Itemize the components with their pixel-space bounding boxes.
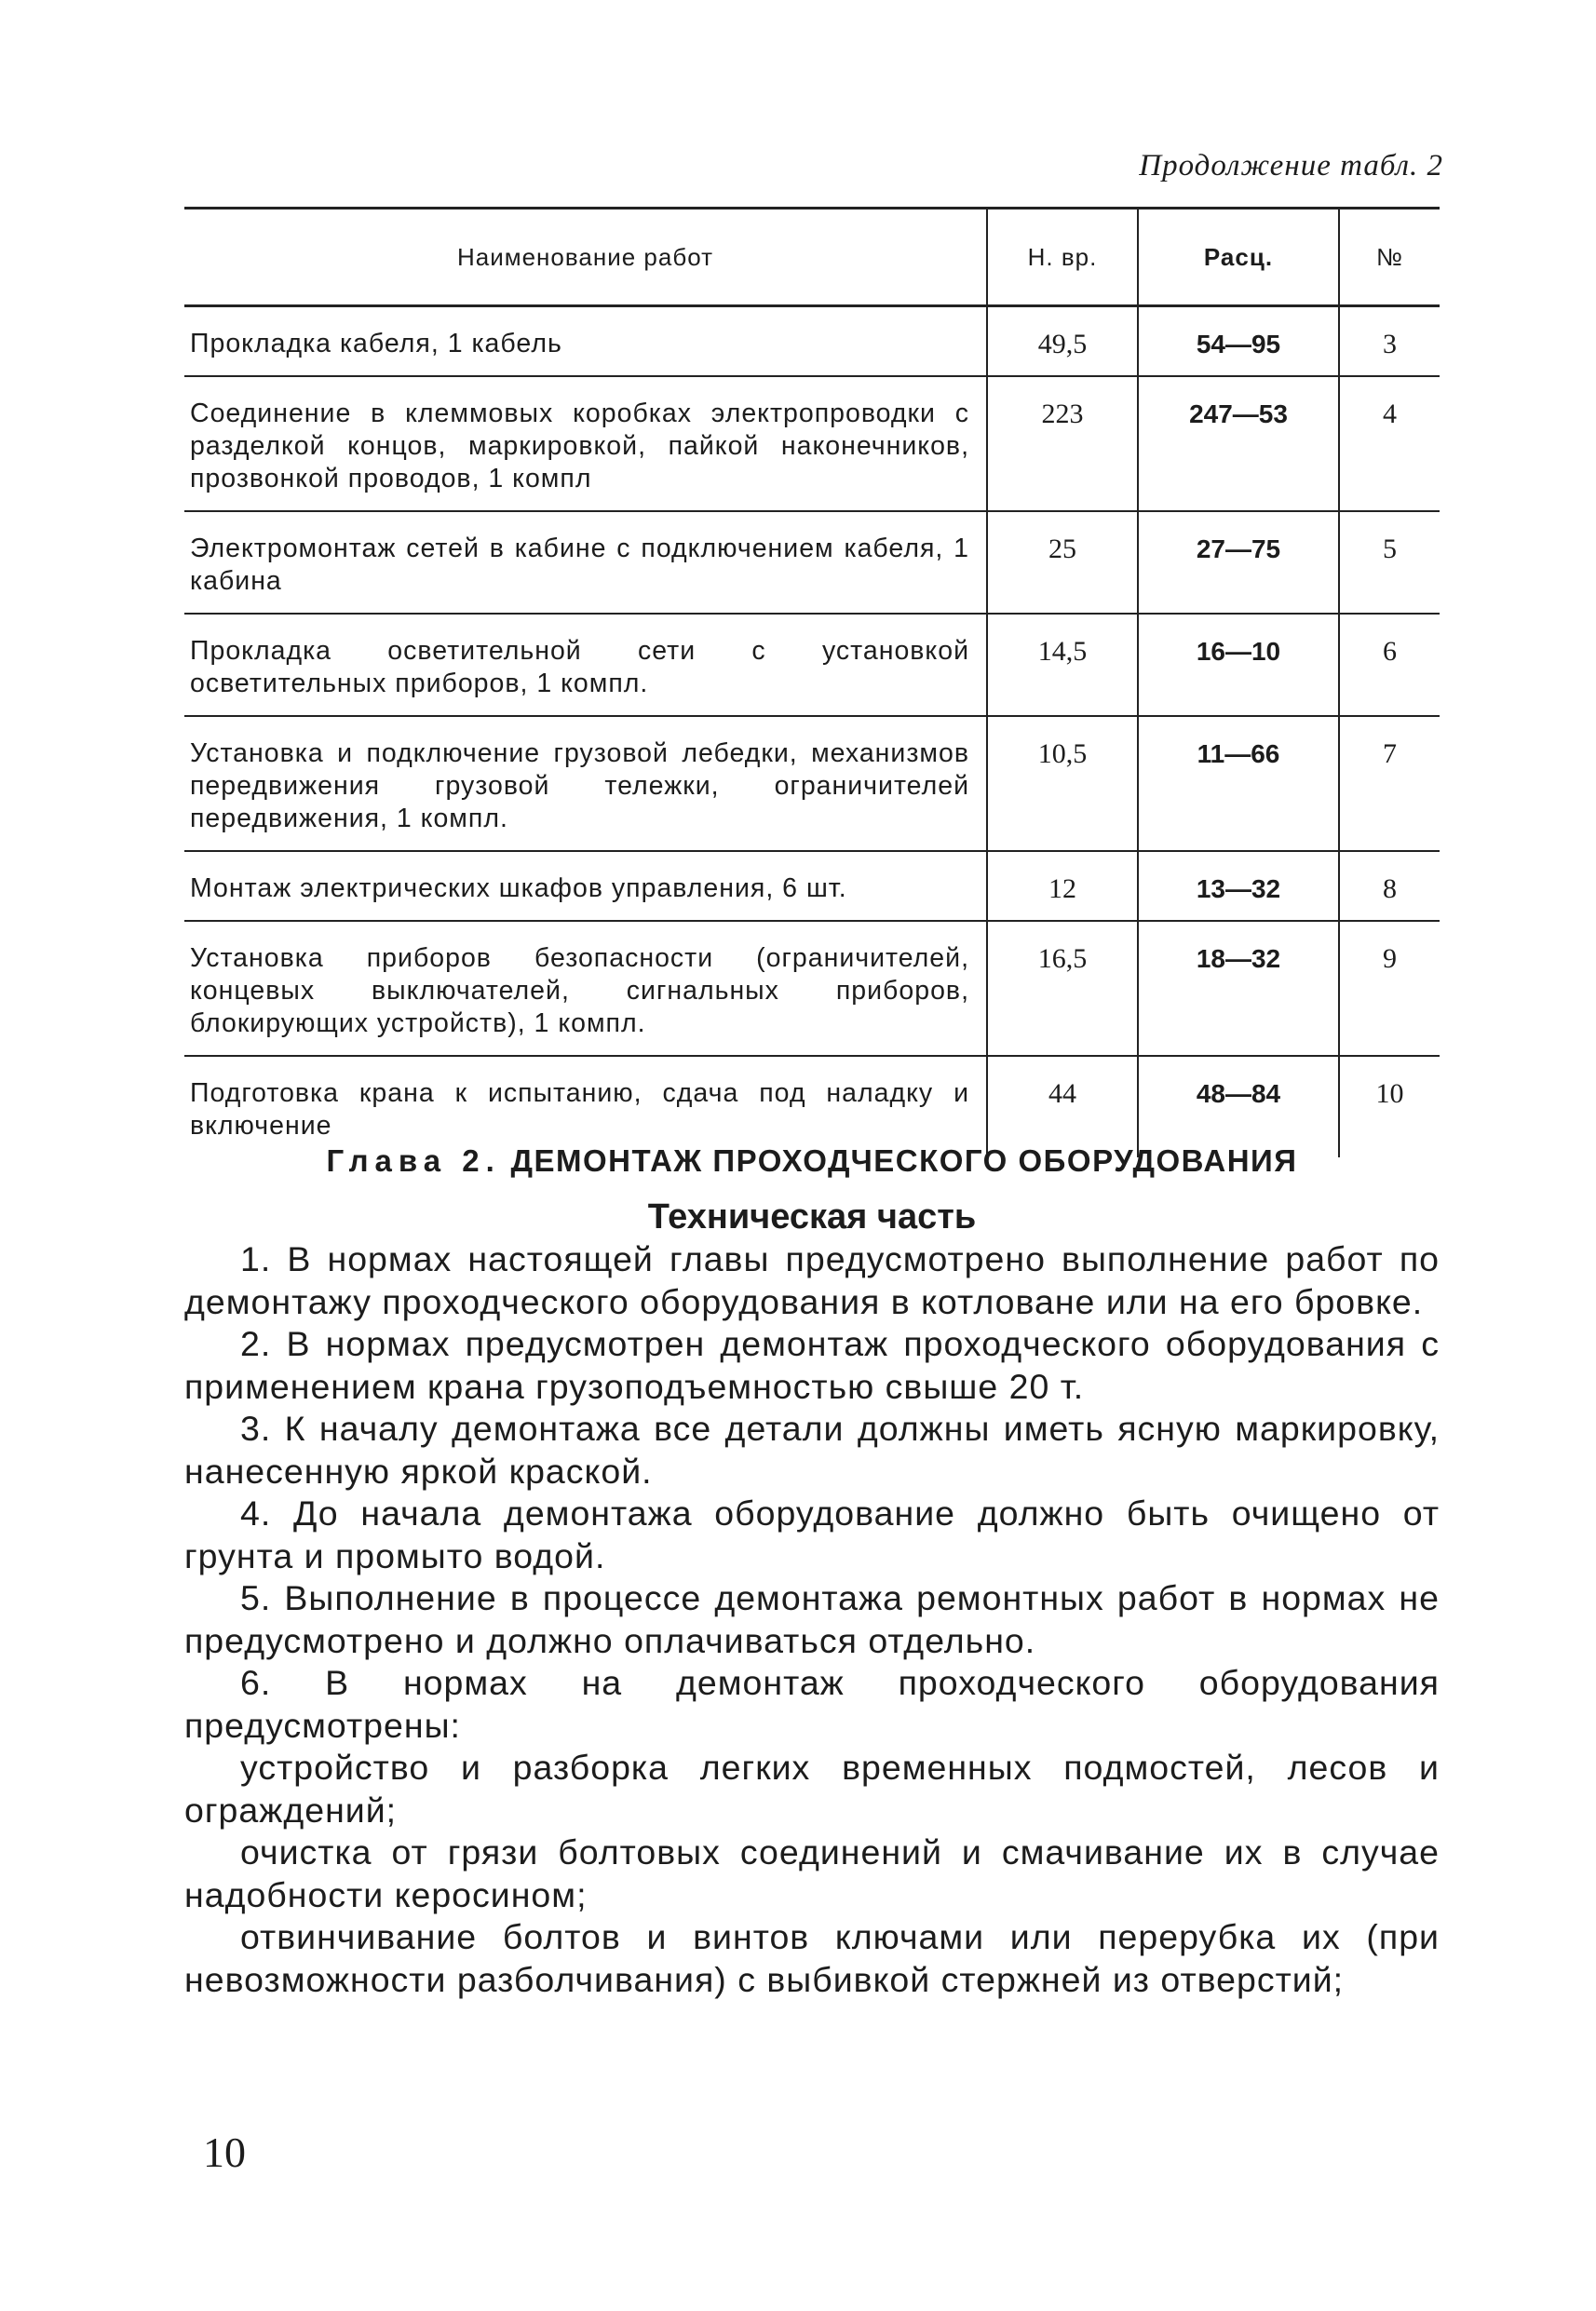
column-header-time-norm: Н. вр.	[987, 209, 1138, 306]
rate-cell: 247—53	[1138, 376, 1339, 511]
paragraph: отвинчивание болтов и винтов ключами или перерубка их (при невозможности разболчивания) с выбивкой стержней из отверстий;	[184, 1917, 1440, 1999]
work-name-cell: Соединение в клеммовых коробках электропроводки с разделкой концов, маркировкой, пайкой наконечников, прозвонкой проводов, 1 компл	[184, 376, 987, 511]
time-norm-cell: 16,5	[987, 921, 1138, 1056]
time-norm-cell: 14,5	[987, 614, 1138, 716]
chapter-label: Глава 2.	[326, 1143, 501, 1178]
table-continuation-label: Продолжение табл. 2	[1139, 149, 1443, 182]
rate-cell: 48—84	[1138, 1056, 1339, 1157]
chapter-heading	[184, 1143, 1440, 1179]
row-number-cell: 8	[1339, 851, 1440, 921]
row-number-cell: 3	[1339, 306, 1440, 377]
work-name-cell: Подготовка крана к испытанию, сдача под наладку и включение	[190, 1078, 969, 1141]
paragraph: 6. В нормах на демонтаж проходческого оборудования предусмотрены:	[184, 1663, 1440, 1745]
time-norm-cell: 10,5	[987, 716, 1138, 851]
row-number-cell: 9	[1339, 921, 1440, 1056]
rate-cell: 54—95	[1138, 306, 1339, 377]
technical-part-text	[184, 1238, 1440, 2001]
work-name-cell: Установка приборов безопасности (ограничителей, концевых выключателей, сигнальных приборов, блокирующих устройств), 1 компл.	[184, 921, 987, 1056]
page-number: 10	[203, 2129, 246, 2176]
rate-cell: 13—32	[1138, 851, 1339, 921]
table-row	[184, 921, 1440, 1056]
work-name-cell: Прокладка осветительной сети с установкой осветительных приборов, 1 компл.	[184, 614, 987, 716]
table-row	[184, 1056, 1440, 1157]
row-number-cell: 7	[1339, 716, 1440, 851]
time-norm-cell: 44	[987, 1056, 1138, 1157]
row-number-cell: 4	[1339, 376, 1440, 511]
table-row	[184, 614, 1440, 716]
row-number-cell: 5	[1339, 511, 1440, 614]
work-name-cell: Монтаж электрических шкафов управления, 6 шт.	[184, 851, 987, 921]
rate-cell: 27—75	[1138, 511, 1339, 614]
table-row	[184, 851, 1440, 921]
rate-cell: 11—66	[1138, 716, 1339, 851]
row-number-cell: 10	[1339, 1056, 1440, 1157]
time-norm-cell: 49,5	[987, 306, 1138, 377]
rate-cell: 16—10	[1138, 614, 1339, 716]
norms-table	[184, 207, 1440, 1157]
table-row	[184, 376, 1440, 511]
column-header-number: №	[1339, 209, 1440, 306]
paragraph: 5. Выполнение в процессе демонтажа ремонтных работ в нормах не предусмотрено и должно оплачиваться отдельно.	[184, 1578, 1440, 1660]
table-row	[184, 716, 1440, 851]
paragraph: очистка от грязи болтовых соединений и смачивание их в случае надобности керосином;	[184, 1832, 1440, 1914]
work-norms-table	[184, 207, 1440, 1157]
time-norm-cell: 12	[987, 851, 1138, 921]
paragraph: 1. В нормах настоящей главы предусмотрено выполнение работ по демонтажу проходческого оборудования в котловане или на его бровке.	[184, 1239, 1440, 1321]
paragraph: 4. До начала демонтажа оборудование должно быть очищено от грунта и промыто водой.	[184, 1493, 1440, 1575]
table-row	[184, 306, 1440, 377]
time-norm-cell: 223	[987, 376, 1138, 511]
work-name-cell: Прокладка кабеля, 1 кабель	[184, 306, 987, 377]
table-header-row	[184, 209, 1440, 306]
work-name-cell: Электромонтаж сетей в кабине с подключением кабеля, 1 кабина	[184, 511, 987, 614]
column-header-work-name: Наименование работ	[184, 209, 987, 306]
row-number-cell: 6	[1339, 614, 1440, 716]
paragraph: устройство и разборка легких временных подмостей, лесов и ограждений;	[184, 1748, 1440, 1830]
chapter-title: ДЕМОНТАЖ ПРОХОДЧЕСКОГО ОБОРУДОВАНИЯ	[510, 1143, 1298, 1178]
paragraph: 3. К началу демонтажа все детали должны иметь ясную маркировку, нанесенную яркой краской.	[184, 1409, 1440, 1491]
work-name-cell: Установка и подключение грузовой лебедки, механизмов передвижения грузовой тележки, ограничителей передвижения, 1 компл.	[184, 716, 987, 851]
table-row	[184, 511, 1440, 614]
column-header-rate: Расц.	[1138, 209, 1339, 306]
time-norm-cell: 25	[987, 511, 1138, 614]
section-heading: Техническая часть	[647, 1197, 977, 1237]
rate-cell: 18—32	[1138, 921, 1339, 1056]
paragraph: 2. В нормах предусмотрен демонтаж проходческого оборудования с применением крана грузоподъемностью свыше 20 т.	[184, 1324, 1440, 1406]
